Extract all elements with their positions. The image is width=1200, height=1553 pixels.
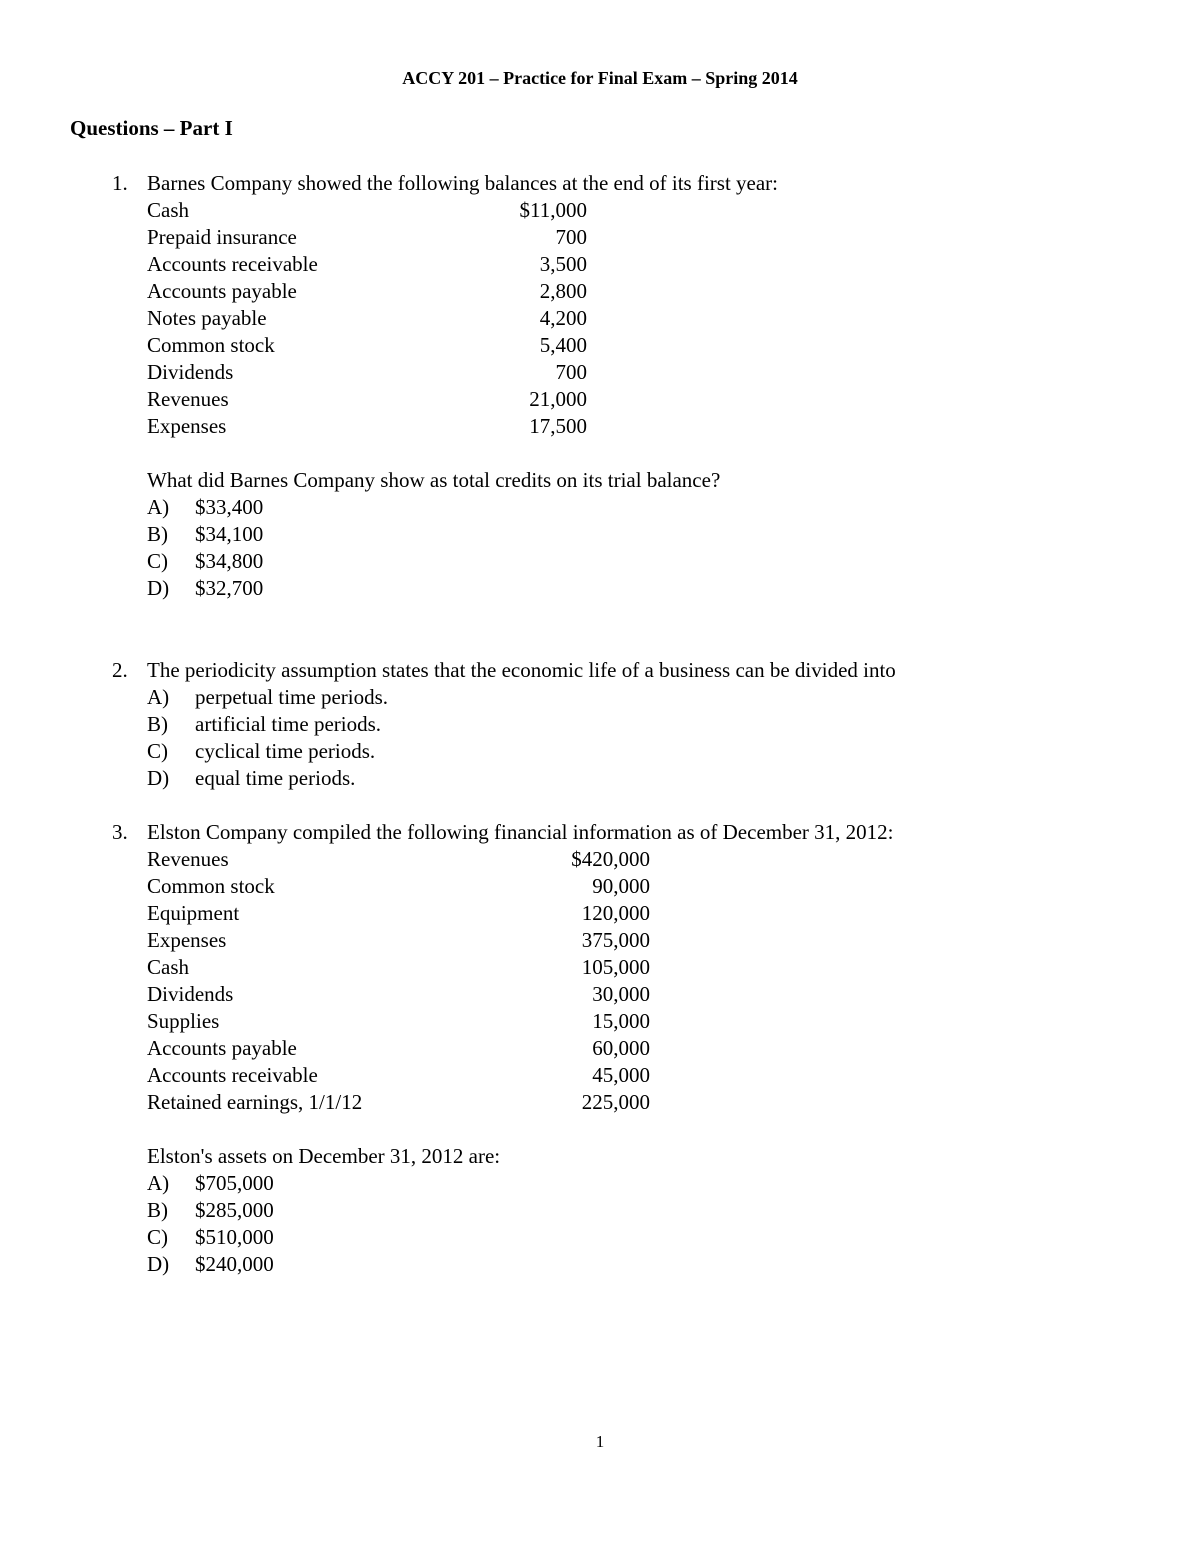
- balance-value: 700: [555, 225, 587, 249]
- balance-label: Accounts payable: [147, 279, 297, 303]
- option-text: $34,800: [195, 549, 264, 573]
- balance-value: 375,000: [581, 928, 650, 952]
- answer-option-b[interactable]: [147, 711, 1012, 738]
- balance-value: $11,000: [519, 198, 587, 222]
- option-letter: C): [147, 739, 168, 763]
- option-letter: A): [147, 495, 170, 519]
- balance-value: 2,800: [539, 279, 587, 303]
- balance-value: 120,000: [581, 901, 650, 925]
- balance-label: Retained earnings, 1/1/12: [147, 1090, 363, 1114]
- question-2: [112, 657, 1012, 792]
- answer-option-a[interactable]: [147, 494, 1012, 521]
- balance-row: [147, 197, 1012, 224]
- balance-value: 105,000: [581, 955, 650, 979]
- option-letter: C): [147, 1225, 168, 1249]
- answer-option-d[interactable]: [147, 765, 1012, 792]
- balance-row: [147, 413, 1012, 440]
- page-header: ACCY 201 – Practice for Final Exam – Spring 2014: [402, 68, 798, 88]
- balance-value: 21,000: [529, 387, 587, 411]
- answer-option-c[interactable]: [147, 1224, 1012, 1251]
- balance-row: [147, 251, 1012, 278]
- answer-option-b[interactable]: [147, 1197, 1012, 1224]
- option-text: equal time periods.: [195, 766, 356, 790]
- balance-value: 90,000: [592, 874, 650, 898]
- balance-row: [147, 359, 1012, 386]
- balance-label: Notes payable: [147, 306, 267, 330]
- balance-label: Dividends: [147, 360, 234, 384]
- answer-option-a[interactable]: [147, 1170, 1012, 1197]
- option-letter: D): [147, 766, 170, 790]
- option-text: $33,400: [195, 495, 264, 519]
- answer-options: [147, 684, 1012, 792]
- balance-label: Revenues: [147, 387, 229, 411]
- balance-value: 4,200: [539, 306, 587, 330]
- balance-row: [147, 846, 1012, 873]
- option-letter: B): [147, 522, 168, 546]
- balance-row: [147, 1062, 1012, 1089]
- option-letter: C): [147, 549, 168, 573]
- balance-value: 5,400: [539, 333, 587, 357]
- balance-label: Expenses: [147, 928, 227, 952]
- balance-row: [147, 224, 1012, 251]
- balance-label: Cash: [147, 198, 189, 222]
- option-text: $32,700: [195, 576, 264, 600]
- balance-value: $420,000: [571, 847, 650, 871]
- question-1: [112, 170, 1012, 602]
- balance-label: Accounts payable: [147, 1036, 297, 1060]
- balance-label: Cash: [147, 955, 189, 979]
- option-text: artificial time periods.: [195, 712, 382, 736]
- option-letter: D): [147, 1252, 170, 1276]
- answer-option-c[interactable]: [147, 548, 1012, 575]
- balance-row: [147, 278, 1012, 305]
- balance-row: [147, 927, 1012, 954]
- question-text: What did Barnes Company show as total credits on its trial balance?: [147, 468, 721, 492]
- option-text: cyclical time periods.: [195, 739, 376, 763]
- answer-option-a[interactable]: [147, 684, 1012, 711]
- balance-label: Accounts receivable: [147, 252, 318, 276]
- balance-label: Prepaid insurance: [147, 225, 297, 249]
- balance-label: Revenues: [147, 847, 229, 871]
- option-text: $285,000: [195, 1198, 274, 1222]
- balance-value: 225,000: [581, 1090, 650, 1114]
- option-text: $34,100: [195, 522, 264, 546]
- answer-options: [147, 494, 1012, 602]
- balance-row: [147, 386, 1012, 413]
- balance-value: 15,000: [592, 1009, 650, 1033]
- balance-label: Equipment: [147, 901, 240, 925]
- balance-row: [147, 1035, 1012, 1062]
- answer-option-b[interactable]: [147, 521, 1012, 548]
- question-prompt: Elston Company compiled the following financial information as of December 31, 2012:: [147, 820, 894, 844]
- option-text: $510,000: [195, 1225, 274, 1249]
- balance-value: 700: [555, 360, 587, 384]
- balance-value: 45,000: [592, 1063, 650, 1087]
- balance-label: Common stock: [147, 333, 275, 357]
- answer-options: [147, 1170, 1012, 1278]
- question-3: [112, 819, 1012, 1278]
- option-text: $240,000: [195, 1252, 274, 1276]
- balance-row: [147, 873, 1012, 900]
- question-text: Elston's assets on December 31, 2012 are:: [147, 1144, 501, 1168]
- answer-option-d[interactable]: [147, 1251, 1012, 1278]
- option-letter: B): [147, 1198, 168, 1222]
- balance-list: [147, 846, 1012, 1116]
- question-prompt: Barnes Company showed the following balances at the end of its first year:: [147, 171, 779, 195]
- page-number: 1: [595, 1432, 605, 1451]
- answer-option-c[interactable]: [147, 738, 1012, 765]
- answer-option-d[interactable]: [147, 575, 1012, 602]
- option-letter: A): [147, 1171, 170, 1195]
- balance-label: Accounts receivable: [147, 1063, 318, 1087]
- balance-label: Dividends: [147, 982, 234, 1006]
- option-text: $705,000: [195, 1171, 274, 1195]
- option-letter: D): [147, 576, 170, 600]
- balance-row: [147, 954, 1012, 981]
- balance-list: [147, 197, 1012, 440]
- question-number: 2.: [112, 658, 128, 682]
- balance-value: 60,000: [592, 1036, 650, 1060]
- section-title: Questions – Part I: [70, 116, 233, 140]
- balance-label: Expenses: [147, 414, 227, 438]
- option-letter: A): [147, 685, 170, 709]
- balance-value: 30,000: [592, 982, 650, 1006]
- balance-row: [147, 332, 1012, 359]
- balance-row: [147, 1008, 1012, 1035]
- option-text: perpetual time periods.: [195, 685, 389, 709]
- question-prompt: The periodicity assumption states that the economic life of a business can be divided into: [147, 658, 896, 682]
- balance-label: Supplies: [147, 1009, 220, 1033]
- option-letter: B): [147, 712, 168, 736]
- balance-row: [147, 305, 1012, 332]
- balance-row: [147, 900, 1012, 927]
- balance-value: 3,500: [539, 252, 587, 276]
- question-number: 1.: [112, 171, 128, 195]
- balance-label: Common stock: [147, 874, 275, 898]
- balance-value: 17,500: [529, 414, 587, 438]
- balance-row: [147, 981, 1012, 1008]
- balance-row: [147, 1089, 1012, 1116]
- question-number: 3.: [112, 820, 128, 844]
